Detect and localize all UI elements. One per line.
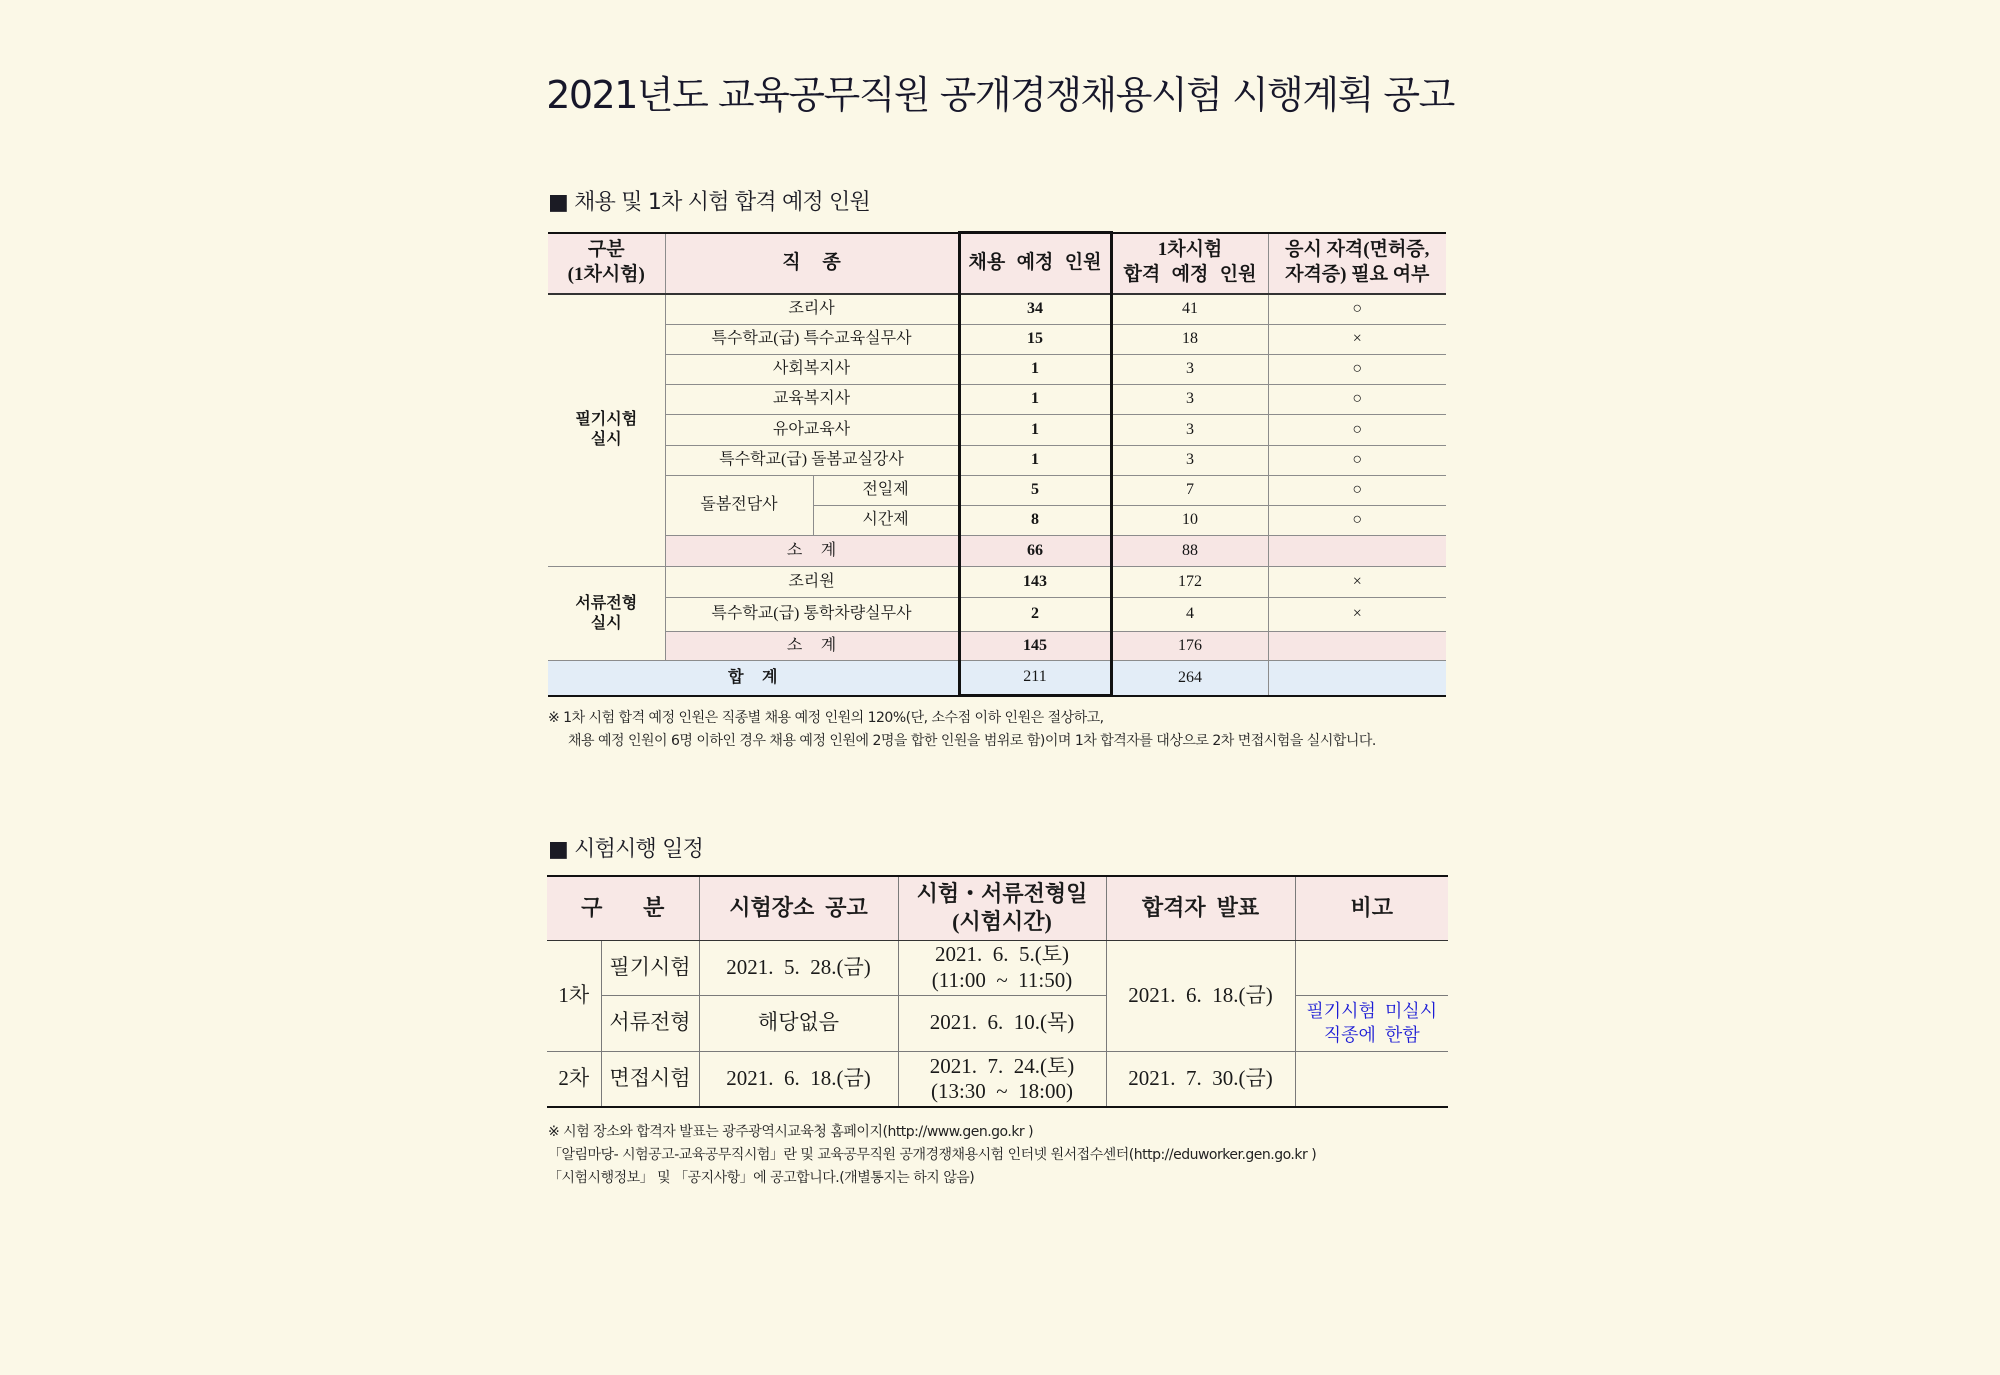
qualification-mark-cell: ○ xyxy=(1268,355,1446,385)
venue-notice-cell: 2021. 5. 28.(금) xyxy=(699,940,898,995)
exam-date-header xyxy=(898,876,1106,940)
document-screening-group-label xyxy=(548,567,665,661)
qualification-subtotal-empty xyxy=(1268,632,1446,661)
schedule-note-line1: ※ 시험 장소와 합격자 발표는 광주광역시교육청 홈페이지(http://www.gen.go.kr ) xyxy=(548,1124,1034,1140)
qualification-mark-cell: × xyxy=(1268,598,1446,632)
subtotal-row xyxy=(548,632,1446,661)
remark-line1: 필기시험 미실시 xyxy=(1306,1000,1438,1021)
exam-date-cell xyxy=(898,1051,1106,1107)
job-cell: 교육복지사 xyxy=(665,385,959,415)
hire-count-subtotal: 66 xyxy=(959,536,1111,567)
pass-count-cell: 10 xyxy=(1111,506,1268,536)
qualification-mark-cell: ○ xyxy=(1268,385,1446,415)
pass-count-cell: 3 xyxy=(1111,385,1268,415)
qualification-header xyxy=(1268,233,1446,294)
category-header-line1: 구분 xyxy=(587,239,625,261)
pass-count-cell: 41 xyxy=(1111,294,1268,325)
recruitment-header-row xyxy=(548,233,1446,294)
recruitment-section-heading: ■ 채용 및 1차 시험 합격 예정 인원 xyxy=(548,190,870,215)
qualification-subtotal-empty xyxy=(1268,536,1446,567)
hire-count-cell: 34 xyxy=(959,294,1111,325)
hire-count-cell: 2 xyxy=(959,598,1111,632)
hire-count-cell: 15 xyxy=(959,325,1111,355)
subtotal-label: 소 계 xyxy=(665,536,959,567)
pass-count-cell: 172 xyxy=(1111,567,1268,598)
page-title: 2021년도 교육공무직원 공개경쟁채용시험 시행계획 공고 xyxy=(546,73,1454,117)
venue-notice-cell: 해당없음 xyxy=(699,995,898,1051)
remark-header: 비고 xyxy=(1295,876,1448,940)
written-exam-group-label xyxy=(548,294,665,567)
venue-notice-cell: 2021. 6. 18.(금) xyxy=(699,1051,898,1107)
table-row xyxy=(548,294,1446,325)
table-row xyxy=(548,415,1446,446)
qualification-mark-cell: ○ xyxy=(1268,446,1446,476)
table-row xyxy=(547,940,1448,995)
hire-count-cell: 8 xyxy=(959,506,1111,536)
hire-count-header: 채용 예정 인원 xyxy=(959,233,1111,294)
table-row xyxy=(548,446,1446,476)
schedule-table xyxy=(547,875,1448,1108)
recruitment-note-line1: ※ 1차 시험 합격 예정 인원은 직종별 채용 예정 인원의 120%(단, 소수점 이하 인원은 절상하고, xyxy=(548,710,1104,726)
pass-count-subtotal: 176 xyxy=(1111,632,1268,661)
document-screening-label-line1: 서류전형 xyxy=(575,594,638,612)
second-stage-label: 2차 xyxy=(547,1051,601,1107)
schedule-header-row xyxy=(547,876,1448,940)
job-cell: 유아교육사 xyxy=(665,415,959,446)
document-screening-label-line2: 실시 xyxy=(590,614,622,632)
remark-cell-empty xyxy=(1295,1051,1448,1107)
pass-count-cell: 7 xyxy=(1111,476,1268,506)
remark-cell-empty xyxy=(1295,940,1448,995)
exam-time: (13:30 ~ 18:00) xyxy=(930,1078,1074,1103)
announcement-cell: 2021. 6. 18.(금) xyxy=(1106,940,1295,1051)
pass-count-cell: 3 xyxy=(1111,446,1268,476)
qualification-mark-cell: × xyxy=(1268,325,1446,355)
remark-line2: 직종에 한함 xyxy=(1323,1025,1420,1045)
job-cell: 조리원 xyxy=(665,567,959,598)
written-exam-label-line2: 실시 xyxy=(590,431,622,449)
table-row xyxy=(548,567,1446,598)
qualification-mark-cell: × xyxy=(1268,567,1446,598)
table-row xyxy=(548,476,1446,506)
care-staff-job-cell: 돌봄전담사 xyxy=(665,476,813,536)
total-label: 합 계 xyxy=(548,661,959,696)
pass-count-cell: 3 xyxy=(1111,415,1268,446)
exam-date: 2021. 6. 5.(토) xyxy=(934,942,1070,967)
table-row xyxy=(548,598,1446,632)
qualification-total-empty xyxy=(1268,661,1446,696)
qualification-mark-cell: ○ xyxy=(1268,294,1446,325)
exam-date-header-line1: 시험・서류전형일 xyxy=(916,880,1088,906)
exam-date-header-line2: (시험시간) xyxy=(952,909,1052,935)
care-staff-type-cell: 시간제 xyxy=(813,506,959,536)
remark-cell xyxy=(1295,995,1448,1051)
pass-count-header-line1: 1차시험 xyxy=(1157,239,1223,261)
hire-count-total: 211 xyxy=(959,661,1111,696)
hire-count-cell: 5 xyxy=(959,476,1111,506)
hire-count-cell: 143 xyxy=(959,567,1111,598)
written-exam-label-line1: 필기시험 xyxy=(575,411,638,429)
exam-type-cell: 서류전형 xyxy=(601,995,699,1051)
table-row xyxy=(548,385,1446,415)
exam-date-cell: 2021. 6. 10.(목) xyxy=(898,995,1106,1051)
exam-time: (11:00 ~ 11:50) xyxy=(931,967,1073,992)
pass-count-total: 264 xyxy=(1111,661,1268,696)
pass-count-header-line2: 합격 예정 인원 xyxy=(1123,264,1257,285)
exam-type-cell: 면접시험 xyxy=(601,1051,699,1107)
hire-count-cell: 1 xyxy=(959,385,1111,415)
table-row xyxy=(548,325,1446,355)
pass-count-cell: 4 xyxy=(1111,598,1268,632)
announcement-header: 합격자 발표 xyxy=(1106,876,1295,940)
exam-date: 2021. 7. 24.(토) xyxy=(929,1053,1075,1078)
schedule-note-line2: 「알림마당- 시험공고-교육공무직시험」란 및 교육공무직원 공개경쟁채용시험 인터넷 원서접수센터(http://eduworker.gen.go.kr ) xyxy=(548,1147,1317,1163)
schedule-section-heading: ■ 시험시행 일정 xyxy=(548,837,704,862)
qualification-mark-cell: ○ xyxy=(1268,415,1446,446)
pass-count-cell: 3 xyxy=(1111,355,1268,385)
table-row xyxy=(547,1051,1448,1107)
hire-count-cell: 1 xyxy=(959,446,1111,476)
recruitment-note-line2: 채용 예정 인원이 6명 이하인 경우 채용 예정 인원에 2명을 합한 인원을 범위로 함)이며 1차 합격자를 대상으로 2차 면접시험을 실시합니다. xyxy=(568,733,1376,749)
job-cell: 사회복지사 xyxy=(665,355,959,385)
pass-count-subtotal: 88 xyxy=(1111,536,1268,567)
first-stage-label: 1차 xyxy=(547,940,601,1051)
exam-type-cell: 필기시험 xyxy=(601,940,699,995)
announcement-cell: 2021. 7. 30.(금) xyxy=(1106,1051,1295,1107)
schedule-note-line3: 「시험시행정보」 및 「공지사항」에 공고합니다.(개별통지는 하지 않음) xyxy=(548,1170,975,1186)
table-row xyxy=(547,995,1448,1051)
venue-notice-header: 시험장소 공고 xyxy=(699,876,898,940)
qualification-mark-cell: ○ xyxy=(1268,476,1446,506)
subtotal-row xyxy=(548,536,1446,567)
subtotal-label: 소 계 xyxy=(665,632,959,661)
pass-count-header xyxy=(1111,233,1268,294)
category-header xyxy=(548,233,665,294)
job-cell: 특수학교(급) 돌봄교실강사 xyxy=(665,446,959,476)
job-header: 직 종 xyxy=(665,233,959,294)
pass-count-cell: 18 xyxy=(1111,325,1268,355)
job-cell: 조리사 xyxy=(665,294,959,325)
care-staff-type-cell: 전일제 xyxy=(813,476,959,506)
category-header-line2: (1차시험) xyxy=(567,264,645,285)
hire-count-cell: 1 xyxy=(959,355,1111,385)
job-cell: 특수학교(급) 통학차량실무사 xyxy=(665,598,959,632)
hire-count-cell: 1 xyxy=(959,415,1111,446)
qualification-header-line1: 응시 자격(면허증, xyxy=(1285,239,1430,261)
exam-date-cell xyxy=(898,940,1106,995)
stage-header: 구 분 xyxy=(547,876,699,940)
table-row xyxy=(548,355,1446,385)
total-row xyxy=(548,661,1446,696)
hire-count-subtotal: 145 xyxy=(959,632,1111,661)
qualification-mark-cell: ○ xyxy=(1268,506,1446,536)
job-cell: 특수학교(급) 특수교육실무사 xyxy=(665,325,959,355)
qualification-header-line2: 자격증) 필요 여부 xyxy=(1285,264,1430,285)
recruitment-table xyxy=(548,231,1446,697)
